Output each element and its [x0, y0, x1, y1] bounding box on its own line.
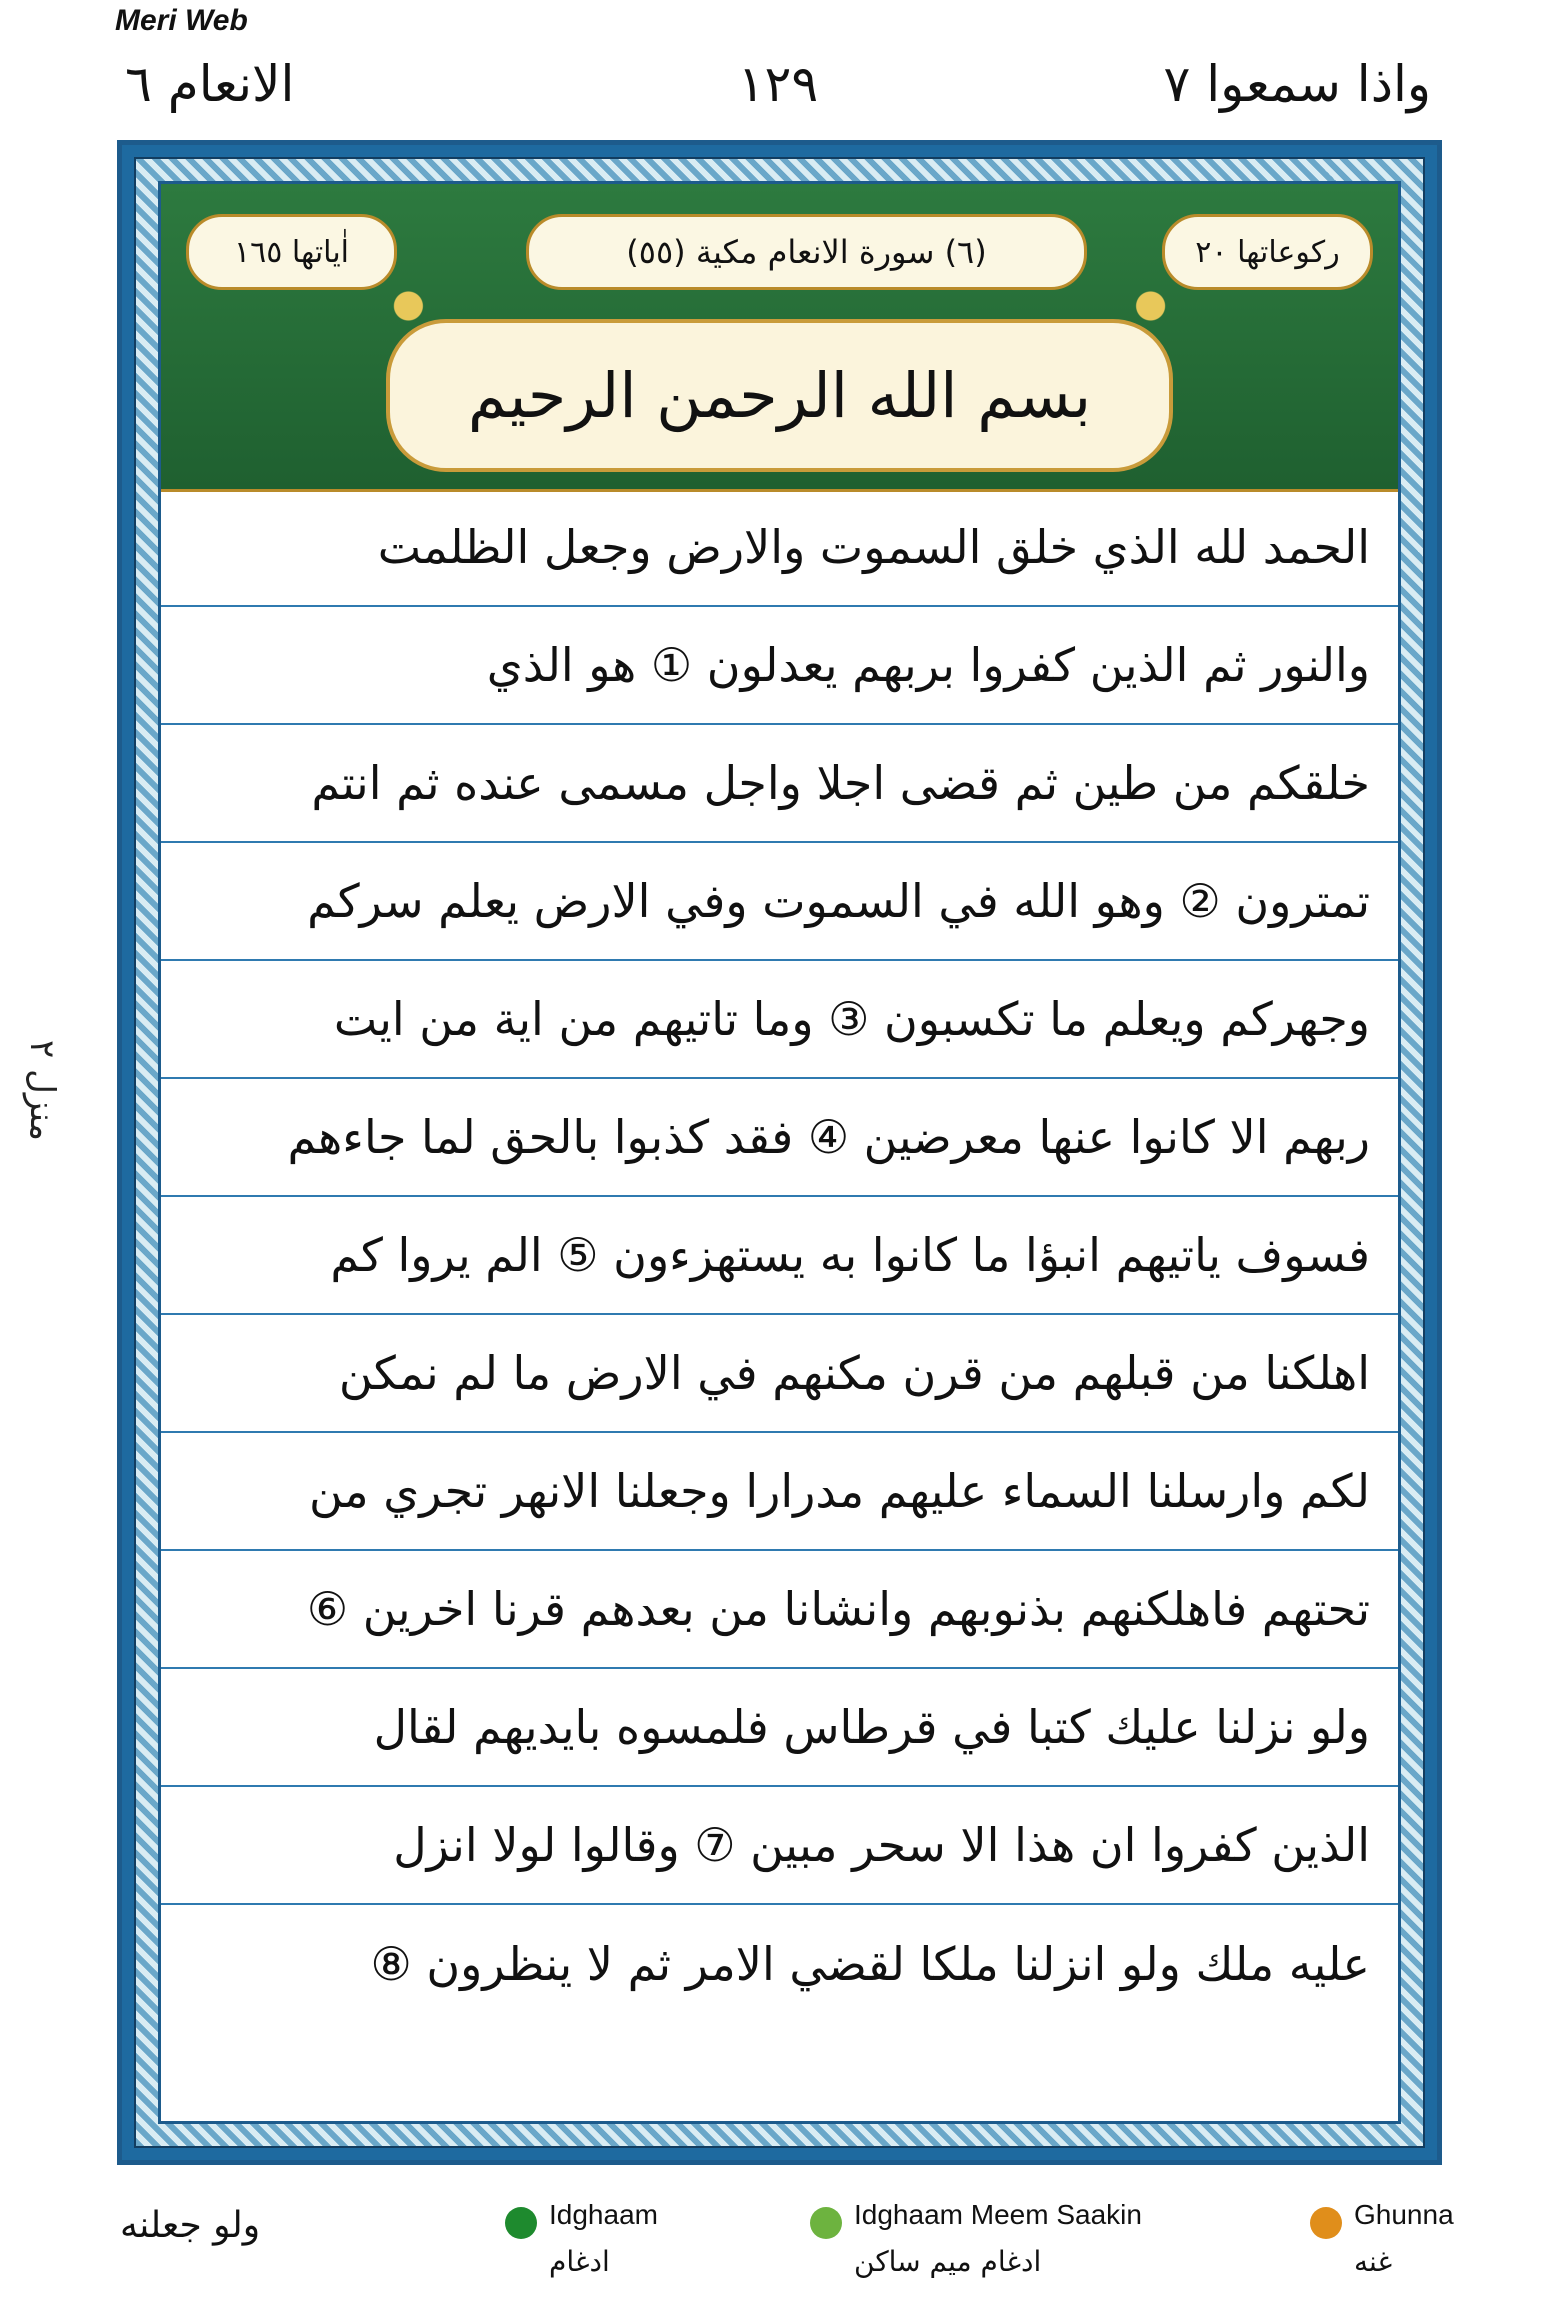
brand-label: Meri Web [115, 4, 248, 37]
surah-title: (٦) سورة الانعام مكية (٥٥) [626, 233, 987, 271]
verse-line: تحتهم فاهلكنهم بذنوبهم وانشانا من بعدهم قرنا اخرين ⑥ [161, 1551, 1398, 1669]
bismillah-text: بسم الله الرحمن الرحيم [467, 359, 1092, 432]
verse-line: عليه ملك ولو انزلنا ملكا لقضي الامر ثم لا ينظرون ⑧ [370, 1937, 1370, 1991]
ruku-count-box [1162, 214, 1373, 290]
page-number: ١٢٩ [737, 55, 819, 113]
verse-line: الذين كفروا ان هذا الا سحر مبين ⑦ وقالوا لولا انزل [161, 1787, 1398, 1905]
ayat-count-label: اٰیاتها ١٦٥ [233, 234, 350, 270]
verse-line: ربهم الا كانوا عنها معرضين ④ فقد كذبوا بالحق لما جاءهم [161, 1079, 1398, 1197]
verse-line: لكم وارسلنا السماء عليهم مدرارا وجعلنا الانهر تجري من [161, 1433, 1398, 1551]
legend-label-ar: ادغام میم ساکن [854, 2245, 1042, 2278]
surah-header-ornament [161, 184, 1398, 492]
juz-header-label: واذا سمعوا ٧ [1163, 55, 1431, 113]
surah-header-label: الانعام ٦ [125, 55, 295, 113]
verse-line: الحمد لله الذي خلق السموت والارض وجعل الظلمت [161, 489, 1398, 607]
verse-line: ولو نزلنا عليك كتبا في قرطاس فلمسوه بايديهم لقال [161, 1669, 1398, 1787]
catchword: ولو جعلنه [120, 2205, 261, 2246]
manzil-label: منزل ٢ [22, 1040, 62, 1142]
verse-line: والنور ثم الذين كفروا بربهم يعدلون ① هو الذي [161, 607, 1398, 725]
legend-label-ar: ادغام [549, 2245, 610, 2278]
verse-line: وجهركم ويعلم ما تكسبون ③ وما تاتيهم من اية من ايت [161, 961, 1398, 1079]
page-frame [117, 140, 1442, 2165]
idghaam-meem-color-dot-icon [810, 2207, 842, 2239]
page-footer [0, 2195, 1556, 2295]
verse-line: خلقكم من طين ثم قضى اجلا واجل مسمى عنده ثم انتم [161, 725, 1398, 843]
verse-line: فسوف ياتيهم انبؤا ما كانوا به يستهزءون ⑤ الم يروا كم [161, 1197, 1398, 1315]
idghaam-color-dot-icon [505, 2207, 537, 2239]
ghunna-color-dot-icon [1310, 2207, 1342, 2239]
legend-label-en: Ghunna [1354, 2199, 1454, 2230]
text-panel [158, 181, 1401, 2124]
bismillah-box [386, 319, 1173, 472]
surah-title-box [526, 214, 1087, 290]
decorative-border [134, 157, 1425, 2148]
verse-lines [161, 489, 1398, 2023]
ayat-count-box [186, 214, 397, 290]
legend-label-ar: غنه [1354, 2245, 1393, 2278]
legend-label-en: Idghaam Meem Saakin [854, 2199, 1142, 2230]
verse-line: تمترون ② وهو الله في السموت وفي الارض يعلم سركم [161, 843, 1398, 961]
ruku-count-label: رکوعاتها ٢٠ [1195, 234, 1340, 270]
verse-line: اهلكنا من قبلهم من قرن مكنهم في الارض ما لم نمكن [161, 1315, 1398, 1433]
legend-label-en: Idghaam [549, 2199, 658, 2230]
